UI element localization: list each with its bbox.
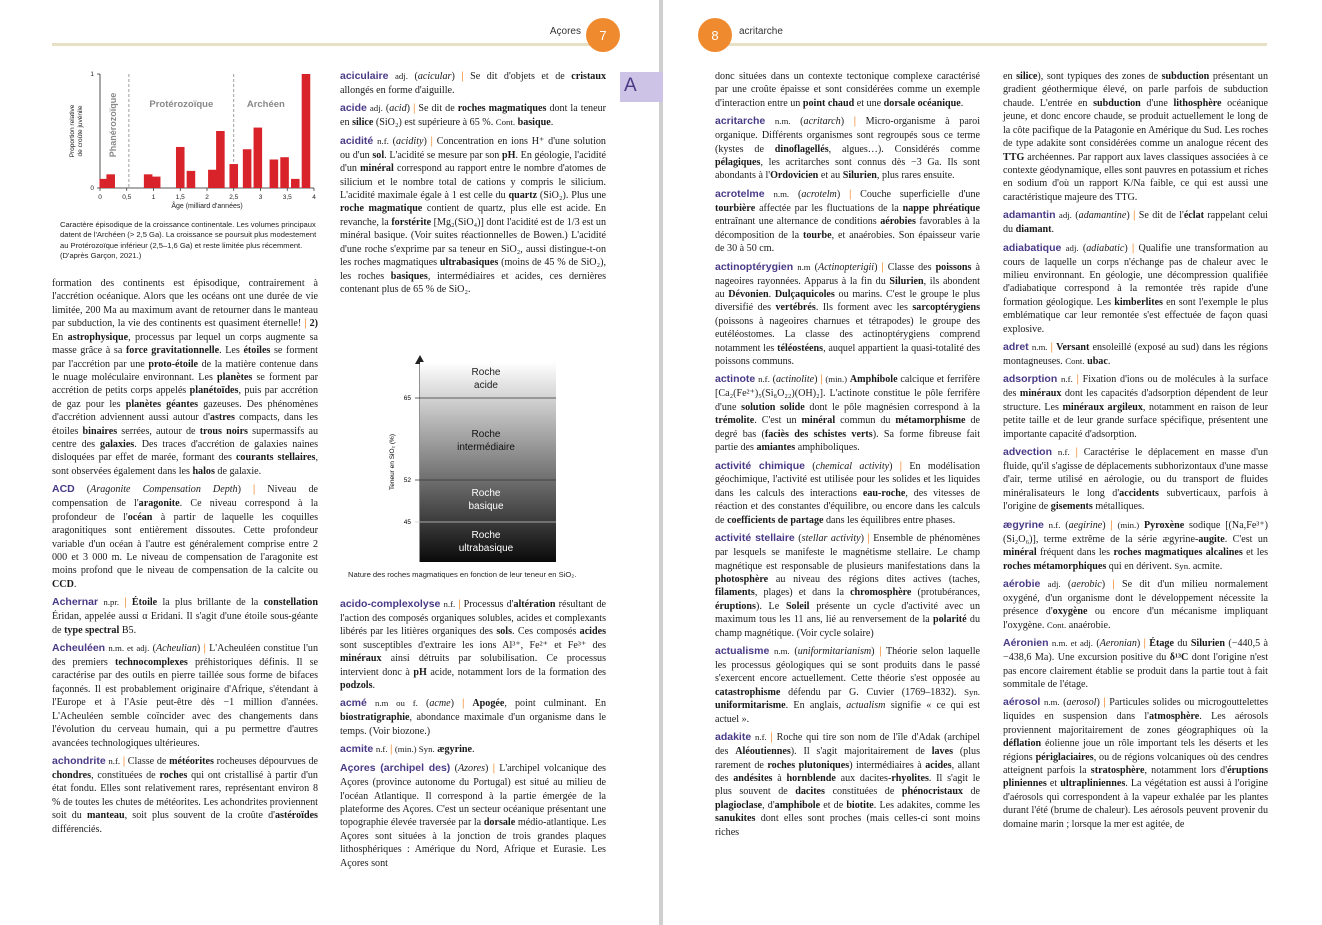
chart-bar <box>302 74 311 188</box>
x-tick-label: 2 <box>205 194 209 201</box>
left-column-2: aciculaire adj. (acicular) | Se dit d'objets et de cristaux allongés en forme d'aiguille. acide adj. (acid) | Se dit de roches magmatiques dont la teneur en silice (SiO₂) est supérieure à 65 %. Cont. basique. acidité n.f. (acidity) | Concentration en ions H⁺ d'une solution ou d'un sol. L'acidité se mesure par son pH. En géologie, l'acidité d'un minéral correspond au rapport entre le nombre d'atomes de silicium et le nombre total de cations y compris le silicium. L'acidité maximale égale à 1 est celle du quartz (SiO₂). Plus une roche magmatique contient de quartz, plus elle est acide. En revanche, la forstérite [Mg₂(SiO₄)] dont l'acidité est de 1/3 est un minéral basique. (Voir suites réactionnelles de Bowen.) L'acidité d'une roche s'exprime par sa teneur en SiO₂, aussi distingue-t-on les roches magmatiques ultrabasiques (moins de 45 % de SiO₂), les roches basiques, intermédiaires et acides, ces dernières contenant plus de 65 % de SiO₂. <box>340 70 607 295</box>
x-tick-label: 1 <box>151 194 156 201</box>
rock-caption: Nature des roches magmatiques en fonction de leur teneur en SiO₂. <box>348 570 577 579</box>
y-axis-label: Proportion relativede croûte juvénile <box>69 104 84 158</box>
x-tick-label: 0 <box>98 194 102 201</box>
eon-label-proterozoic: Protérozoïque <box>149 99 214 110</box>
left-page <box>0 0 659 925</box>
x-tick-label: 2,5 <box>229 194 239 201</box>
right-page <box>663 0 1322 925</box>
juvenile-crust-chart <box>52 66 322 216</box>
chart-bar <box>152 177 161 188</box>
right-column-1: donc situées dans un contexte tectonique complexe caractérisé par une croûte épaisse et sont considérées comme un exemple d'interaction entre un point chaud et une dorsale océanique. acritarche n.m. (acritarch) | Micro-organisme à paroi organique. Différents organismes sont regroupés sous ce terme (kystes de dinoflagellés, algues…). Considérés comme pélagiques, les acritarches sont connus dès −3 Ga. Ils sont abondants à l'Ordovicien et au Silurien, plus rares ensuite. acrotelme n.m. (acrotelm) | Couche superficielle d'une tourbière affectée par les fluctuations de la nappe phréatique entraînant une alternance de conditions aérobies favorables à la décomposition de la tourbe, et anaérobies. Son épaisseur varie de 30 à 50 cm. actinoptérygien n.m (Actinopterigii) | Classe des poissons à nageoires rayonnées. Apparus à la fin du Silurien, ils abondent au Dévonien. Dulçaquicoles ou marins. C'est le groupe le plus diversifié des vertébrés. Ils forment avec les sarcoptérygiens (poissons à nageoires charnues et tétrapodes) le groupe des eutéléostomes. La classe des actinoptérygiens comprend notamment les téléostéens, auquel appartient la quasi-totalité des poissons communs. actinote n.f. (actinolite) | (min.) Amphibole calcique et ferrifère [Ca₂(Fe²⁺)₅(Si₈O₂₂)(OH)₂]. L'actinote constitue le pôle ferrifère d'une solution solide dont le pôle magnésien correspond à la trémolite. C'est un minéral commun du métamorphisme de degré bas (faciès des schistes verts). Sa forme fibreuse fait partie des amiantes amphiboliques. activité chimique (chemical activity) | En modélisation géochimique, l'activité est utilisée pour les solides et les liquides dans les calculs des interactions eau-roche, des vitesses de réaction et des constantes d'équilibre, ou encore dans les calculs de coefficients de partage dans les équilibres entre phases. activité stellaire (stellar activity) | Ensemble de phénomènes par lesquels se manifeste le magnétisme stellaire. Le champ magnétique est responsable de plusieurs manifestations dans la photosphère au niveau des régions dites actives (taches, filaments, plages) et dans la chromosphère (protubérances, éruptions). Le Soleil présente un cycle d'activité avec un maximum tous les 11 ans, lié au renversement de la polarité du champ magnétique. (Voir cycle solaire) actualisme n.m. (uniformitarianism) | Théorie selon laquelle les processus géologiques qui se sont produits dans le passé s'exercent encore actuellement. Cette théorie s'est opposée au catastrophisme défendu par G. Cuvier (1769–1832). Syn. uniformitarisme. En anglais, actualism signifie « ce qui est actuel ». adakite n.f. | Roche qui tire son nom de l'île d'Adak (archipel des Aléoutiennes). Il s'agit majoritairement de laves (plus rarement de roches plutoniques) intermédiaires à acides, allant des andésites à hornblende aux dacites-rhyolites. Il s'agit le plus souvent de dacites constituées de phénocristaux de plagioclase, d'amphibole et de biotite. Les adakites, comme les sanukites dont elles sont proches (mais celles-ci sont moins riches <box>715 71 981 838</box>
running-head-right: acritarche <box>739 26 783 37</box>
chart-bar <box>216 131 225 188</box>
chart-bar <box>243 149 252 188</box>
tab-letter-upper: A <box>624 75 637 96</box>
eon-label-phanerozoic: Phanérozoïque <box>108 92 119 158</box>
zone-intermediate: Roche intermédiaire <box>457 429 515 453</box>
header-rule <box>715 43 1267 46</box>
chart-bar <box>270 160 279 189</box>
zone-acid: Roche acide <box>471 367 501 391</box>
y-tick-label: 0 <box>90 185 94 192</box>
chart-caption: Caractère épisodique de la croissance continentale. Les volumes principaux datent de l'Archéen (> 2,5 Ga). La croissance se poursuit plus modestement au Protérozoïque inférieur (2,5–1,6 Ga) et reste limitée plus récemment. (D'après Garçon, 2021.) <box>60 220 317 260</box>
tick-45: 45 <box>403 519 411 526</box>
chart-bar <box>144 174 153 188</box>
zone-basic: Roche basique <box>468 488 504 512</box>
right-column-2: en silice), sont typiques des zones de subduction présentant un gradient géothermique élevé, on parle parfois de subduction chaude. L'entrée en subduction d'une lithosphère océanique jeune, et donc encore chaude, se produit actuellement le long de la côte pacifique de la Patagonie en Amérique du Sud. Les roches de type adakite sont considérées comme un analogue récent des TTG archéennes. Par rapport aux laves classiques associées à ce contexte géodynamique, elles sont pauvres en potassium et riches en sodium d'où un rapport K/Na faible, ce qui est aussi une caractéristique majeure des TTG. adamantin adj. (adamantine) | Se dit de l'éclat rappelant celui du diamant. adiabatique adj. (adiabatic) | Qualifie une transformation au cours de laquelle un corps n'échange pas de chaleur avec le milieu environnant. En géologie, une décompression qualifiée d'adiabatique correspond à la remontée très rapide d'une formation géologique. Les kimberlites en sont l'exemple le plus emblématique car leur remontée s'est effectuée de façon quasi explosive. adret n.m. | Versant ensoleillé (exposé au sud) dans les régions montagneuses. Cont. ubac. adsorption n.f. | Fixation d'ions ou de molécules à la surface des minéraux dont les capacités d'adsorption dépendent de leur structure. Les minéraux argileux, notamment en raison de leur petite taille et de leur grande surface spécifique, présentent une importante capacité d'adsorption. advection n.f. | Caractérise le déplacement en masse d'un fluide, qu'il s'agisse de déplacements subhorizontaux d'une masse d'air, terme utilisé en aérologie, ou du transport de fluides minéralisateurs le long d'accidents subverticaux, parfois à l'origine de gisements métalliques. ægyrine n.f. (aegirine) | (min.) Pyroxène sodique [(Na,Fe³⁺)(Si₂O₆)], terme extrême de la série ægyrine-augite. C'est un minéral fréquent dans les roches magmatiques alcalines et les roches métamorphiques qui en dérivent. Syn. acmite. aérobie adj. (aerobic) | Se dit d'un milieu normalement oxygéné, d'un organisme dont le développement nécessite la présence d'oxygène ou encore d'un mécanisme impliquant l'oxygène. Cont. anaérobie. Aéronien n.m. et adj. (Aeronian) | Étage du Silurien (−440,5 à −438,6 Ma). Une excursion positive du δ¹³C dont l'origine n'est pas encore clairement établie se produit dans la partie tout à fait sommitale de l'étage. aérosol n.m. (aerosol) | Particules solides ou microgouttelettes liquides en suspension dans l'atmosphère. Les aérosols proviennent majoritairement de zones géographiques où la déflation éolienne joue un rôle important tels les déserts et les régions périglaciaires, ou de régions volcaniques où des cendres atteignent parfois la stratosphère, notamment lors d'éruptions pliniennes et ultrapliniennes. La végétation est aussi à l'origine d'aérosols qui correspondent à la vapeur exhalée par les plantes durant l'été (brume de chaleur). Les aérosols peuvent provenir du domaine marin ; lorsque la mer est agitée, de <box>1003 71 1269 830</box>
zone-ultrabasic: Roche ultrabasique <box>458 530 514 554</box>
y-tick-label: 1 <box>90 71 94 78</box>
x-tick-label: 3 <box>258 194 263 201</box>
chart-bar <box>176 147 185 188</box>
left-column-2b: acido-complexolyse n.f. | Processus d'altération résultant de l'action des composés organiques solubles, acides et complexants libérés par les litières organiques des sols. Ces composés acides sont susceptibles d'extraire les ions Al³⁺, Fe²⁺ et Fe³⁺ des minéraux ainsi détruits par solubilisation. Ce processus intervient donc à pH acide, notamment lors de la formation des podzols. acmé n.m ou f. (acme) | Apogée, point culminant. En biostratigraphie, abondance maximale d'un organisme dans le temps. (Voir biozone.) acmite n.f. | (min.) Syn. ægyrine. Açores (archipel des) (Azores) | L'archipel volcanique des Açores (province autonome du Portugal) est situé au milieu de l'océan Atlantique. Il correspond à la partie émergée de la plateforme des Açores. C'est un secteur océanique présentant une topographie élevée traversée par la dorsale médio-atlantique. Les Açores sont situées à la jonction de trois grandes plaques lithosphériques : Amérique du Nord, Afrique et Eurasie. Les Açores sont <box>340 598 606 869</box>
rock-silica-figure <box>375 350 565 565</box>
x-tick-label: 3,5 <box>282 194 292 201</box>
x-tick-label: 4 <box>312 194 316 201</box>
chart-bar <box>208 170 217 188</box>
header-rule <box>52 43 602 46</box>
chart-bar <box>187 171 196 188</box>
x-tick-label: 0,5 <box>122 194 132 201</box>
x-axis-label: Âge (milliard d'années) <box>171 203 243 210</box>
page-number-left: 7 <box>586 18 620 52</box>
left-column-1: formation des continents est épisodique, contrairement à l'accrétion océanique. Alors que les océans ont une durée de vie limitée, 200 Ma au maximum avant de retourner dans le manteau par subduction, la vie des continents est quasiment éternelle! | 2) En astrophysique, processus par lequel un corps augmente sa masse grâce à sa force gravitationnelle. Les étoiles se forment par l'accrétion par une proto-étoile de la matière contenue dans le nuage moléculaire environnant. Les planètes se forment par accrétion de petits corps appelés planétoïdes, puis par accrétion de gaz pour les planètes géantes gazeuses. Des phénomènes d'accrétion adviennent aussi autour d'astres compacts, dans les étoiles binaires serrées, autour de trous noirs supermassifs au centre des galaxies. Des traces d'accrétion de galaxies naines disloquées par effet de marée, formant des courants stellaires, sont observées également dans les halos de galaxie. ACD (Aragonite Compensation Depth) | Niveau de compensation de l'aragonite. Ce niveau correspond à la profondeur de l'océan à partir de laquelle les coquilles aragonitiques sont entièrement dissoutes. Cette profondeur variable d'un océan à l'autre est généralement comprise entre 2 000 et 3 000 m. Le niveau de compensation de l'aragonite est moins profond que le niveau de compensation de la calcite ou CCD. Achernar n.pr. | Étoile la plus brillante de la constellation Éridan, appelée aussi α Eridani. Il s'agit d'une étoile sous-géante de type spectral B5. Acheuléen n.m. et adj. (Acheulian) | L'Acheuléen constitue l'un des premiers technocomplexes préhistoriques définis. Il se caractérise par des outils en pierre taillée sous forme de bifaces façonnés. Il est probablement originaire d'Afrique, s'étendant à l'Europe et à l'Asie peut-être dès −1 million d'années. L'Acheuléen semble coïncider avec des changements dans l'évolution du cerveau humain, qui a pu permettre d'autres avancées technologiques ultérieures. achondrite n.f. | Classe de météorites rocheuses dépourvues de chondres, constituées de roches qui ont cristallisé à partir d'un état fondu. Elles sont relativement rares, représentant environ 8 % de toutes les chutes de météorites. Les achondrites proviennent soit du manteau, soit plus souvent de la croûte d'astéroïdes différenciés. <box>52 278 319 835</box>
x-tick-label: 1,5 <box>175 194 185 201</box>
tick-52: 52 <box>403 477 411 484</box>
chart-bar <box>280 157 289 188</box>
eon-label-archean: Archéen <box>246 99 285 110</box>
chart-bar <box>254 128 263 188</box>
chart-bar <box>106 174 115 188</box>
rock-axis-label: Teneur en SiO₂ (%) <box>389 434 396 490</box>
tick-65: 65 <box>403 395 411 402</box>
page-number-right: 8 <box>698 18 732 52</box>
chart-bar <box>229 164 238 188</box>
chart-bar <box>291 179 300 188</box>
running-head-left: Açores <box>549 26 581 37</box>
